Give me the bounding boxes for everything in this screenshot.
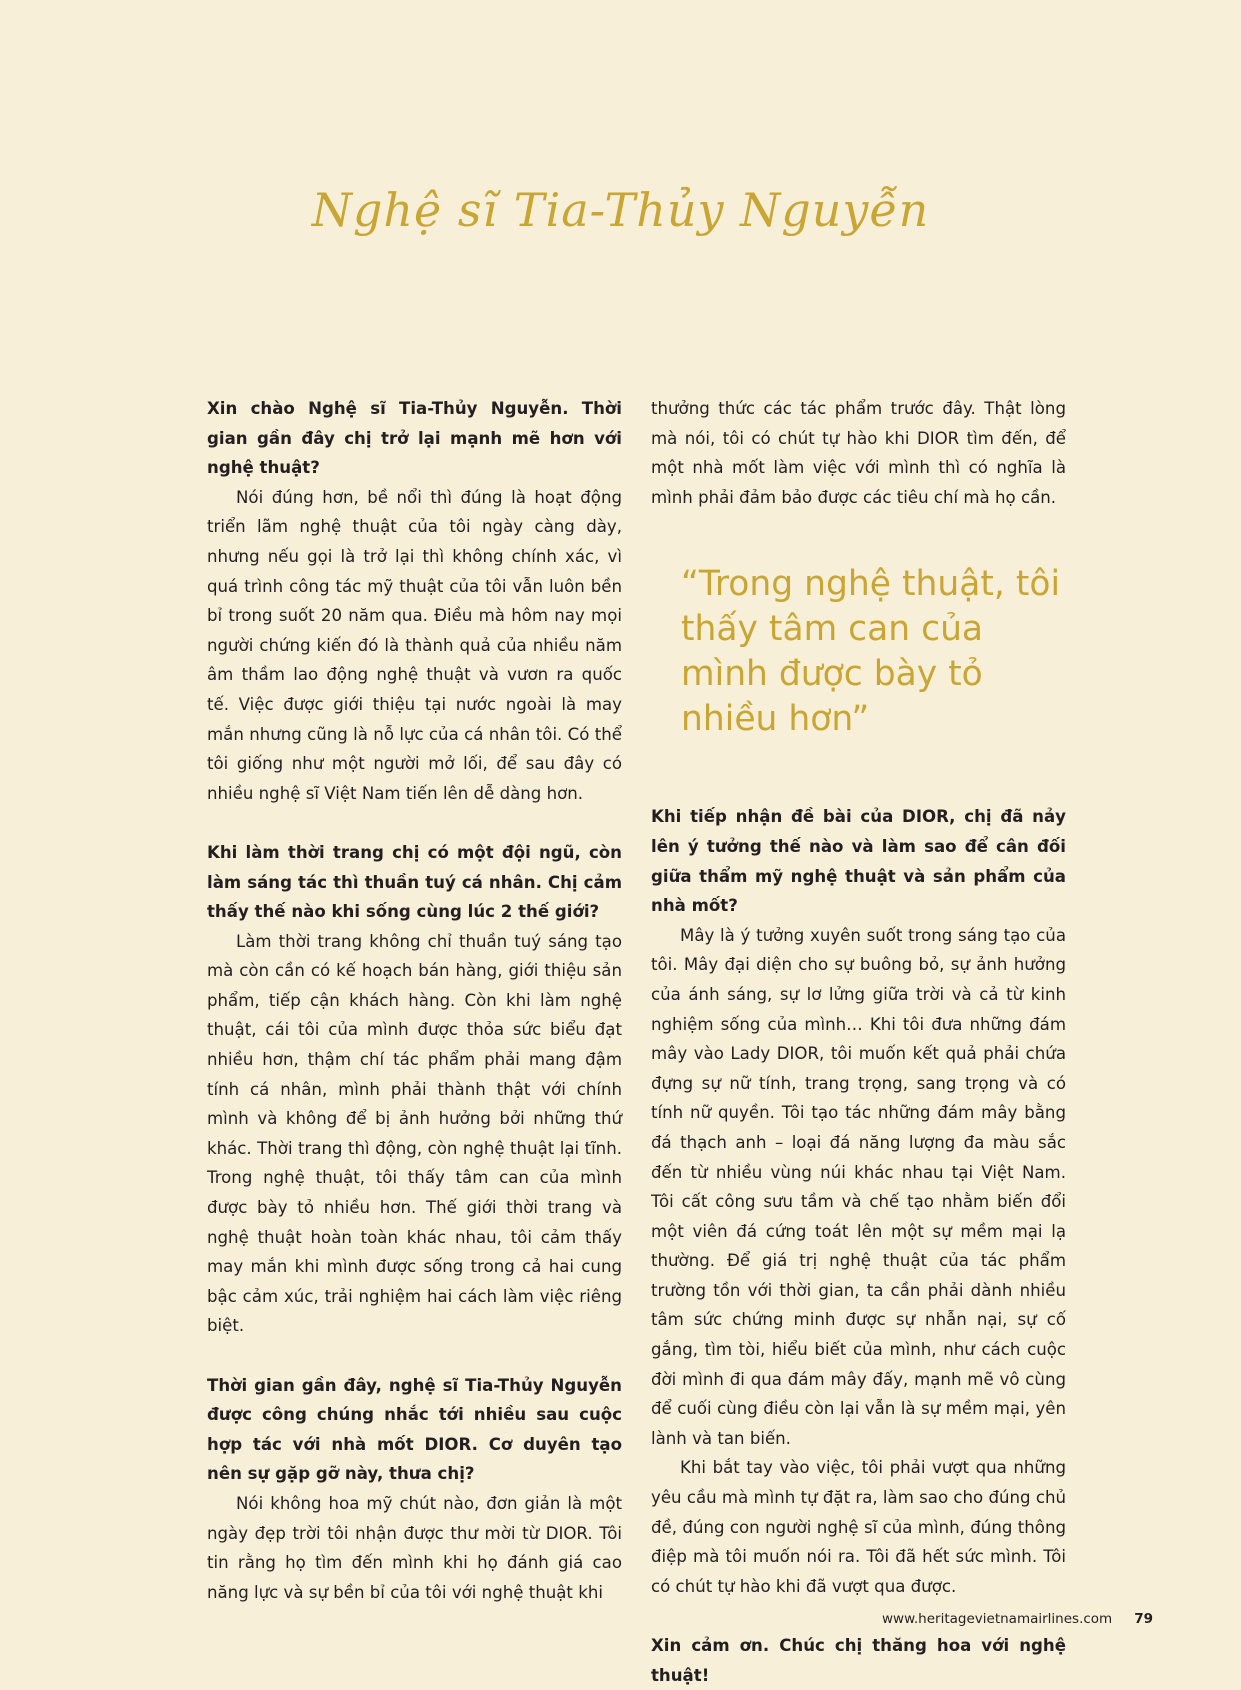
answer-2: Làm thời trang không chỉ thuần tuý sáng tạo mà còn cần có kế hoạch bán hàng, giới thiệu sản phẩm, tiếp cận khách hàng. Còn khi làm nghệ thuật, cái tôi của mình được thỏa sức biểu đạt nhiều hơn, thậm chí tác phẩm phải mang đậm tính cá nhân, mình phải thành thật với chính mình và không để bị ảnh hưởng bởi những thứ khác. Thời trang thì động, còn nghệ thuật lại tĩnh. Trong nghệ thuật, tôi thấy tâm can của mình được bày tỏ nhiều hơn. Thế giới thời trang và nghệ thuật hoàn toàn khác nhau, tôi cảm thấy may mắn khi mình được sống trong cả hai cung bậc cảm xúc, trải nghiệm hai cách làm việc riêng biệt.: [207, 931, 622, 1336]
question-1: Xin chào Nghệ sĩ Tia-Thủy Nguyễn. Thời gian gần đây chị trở lại mạnh mẽ hơn với nghệ thuật?: [207, 399, 622, 478]
answer-5: Khi bắt tay vào việc, tôi phải vượt qua những yêu cầu mà mình tự đặt ra, làm sao cho đúng chủ đề, đúng con người nghệ sĩ của mình, đúng thông điệp mà tôi muốn nói ra. Tôi đã hết sức mình. Tôi có chút tự hào khi đã vượt qua được.: [651, 1458, 1066, 1596]
answer-4: Mây là ý tưởng xuyên suốt trong sáng tạo của tôi. Mây đại diện cho sự buông bỏ, sự ảnh hưởng của ánh sáng, sự lơ lửng giữa trời và cả từ kinh nghiệm sống của mình… Khi tôi đưa những đám mây vào Lady DIOR, tôi muốn kết quả phải chứa đựng sự nữ tính, trang trọng, sang trọng và có tính nữ quyền. Tôi tạo tác những đám mây bằng đá thạch anh – loại đá năng lượng đa màu sắc đến từ nhiều vùng núi khác nhau tại Việt Nam. Tôi cất công sưu tầm và chế tạo nhằm biến đổi một viên đá cứng toát lên một sự mềm mại lạ thường. Để giá trị nghệ thuật của tác phẩm trường tồn với thời gian, ta cần phải dành nhiều tâm sức chứng minh được sự nhẫn nại, sự cố gắng, tìm tòi, hiểu biết của mình, như cách cuộc đời mình đi qua đám mây đấy, mạnh mẽ vô cùng để cuối cùng điều còn lại vẫn là sự mềm mại, yên lành và tan biến.: [651, 925, 1066, 1448]
closing-line: Xin cảm ơn. Chúc chị thăng hoa với nghệ thuật!: [651, 1636, 1066, 1685]
footer-url[interactable]: www.heritagevietnamairlines.com: [882, 1611, 1113, 1627]
answer-3: Nói không hoa mỹ chút nào, đơn giản là một ngày đẹp trời tôi nhận được thư mời từ DIOR. Tôi tin rằng họ tìm đến mình khi họ đánh giá cao năng lực và sự bền bỉ của tôi với nghệ thuật khi: [207, 1493, 622, 1602]
right-column: [651, 394, 1066, 1690]
pull-quote: “Trong nghệ thuật, tôi thấy tâm can của mình được bày tỏ nhiều hơn”: [681, 564, 1061, 740]
answer-3-continued: thưởng thức các tác phẩm trước đây. Thật lòng mà nói, tôi có chút tự hào khi DIOR tìm đến, để một nhà mốt làm việc với mình thì có nghĩa là mình phải đảm bảo được các tiêu chí mà họ cần.: [651, 399, 1066, 507]
page-footer: [882, 1611, 1153, 1627]
question-4: Khi tiếp nhận đề bài của DIOR, chị đã nảy lên ý tưởng thế nào và làm sao để cân đối giữa thẩm mỹ nghệ thuật và sản phẩm của nhà mốt?: [651, 807, 1066, 916]
question-2: Khi làm thời trang chị có một đội ngũ, còn làm sáng tác thì thuần tuý cá nhân. Chị cảm thấy thế nào khi sống cùng lúc 2 thế giới?: [207, 842, 622, 922]
page-number: 79: [1134, 1611, 1153, 1627]
page-title: Nghệ sĩ Tia-Thủy Nguyễn: [311, 183, 930, 237]
left-column: [207, 394, 622, 1607]
answer-1: Nói đúng hơn, bề nổi thì đúng là hoạt động triển lãm nghệ thuật của tôi ngày càng dày, nhưng nếu gọi là trở lại thì không chính xác, vì quá trình công tác mỹ thuật của tôi vẫn luôn bền bỉ trong suốt 20 năm qua. Điều mà hôm nay mọi người chứng kiến đó là thành quả của nhiều năm âm thầm lao động nghệ thuật và vươn ra quốc tế. Việc được giới thiệu tại nước ngoài là may mắn nhưng cũng là nỗ lực của cá nhân tôi. Có thể tôi giống như một người mở lối, để sau đây có nhiều nghệ sĩ Việt Nam tiến lên dễ dàng hơn.: [207, 487, 622, 803]
question-3: Thời gian gần đây, nghệ sĩ Tia-Thủy Nguyễn được công chúng nhắc tới nhiều sau cuộc hợp tác với nhà mốt DIOR. Cơ duyên tạo nên sự gặp gỡ này, thưa chị?: [207, 1375, 622, 1484]
